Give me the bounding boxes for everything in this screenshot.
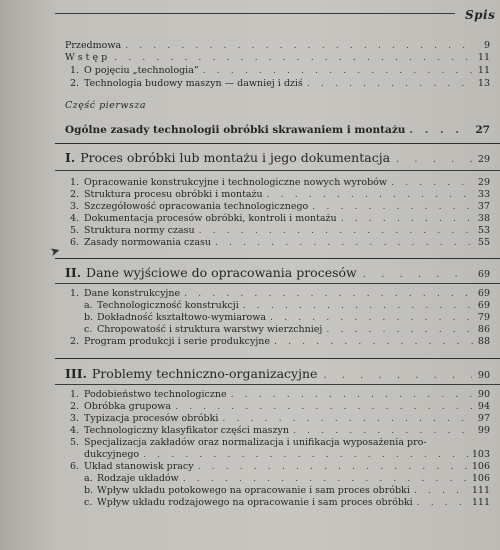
toc-entry-letter: b. [84,312,94,323]
toc-entry-text: Struktura normy czasu [84,225,195,236]
toc-entry-number: 4. [70,425,80,436]
toc-entry-page: 11 [477,65,490,76]
part-label: Część pierwsza [65,100,147,111]
toc-entry [70,389,490,400]
toc-entry-page: 13 [477,78,490,89]
leader-dots [222,413,473,424]
toc-entry-text: Dane konstrukcyjne [84,288,181,299]
part-title-entry [65,124,490,136]
toc-entry-text: Technologia budowy maszyn — dawniej i dziś [84,78,303,89]
toc-entry-page: 97 [477,413,490,424]
section-rule [55,170,500,171]
toc-entry-page: 99 [477,425,490,436]
leader-dots [267,189,474,200]
toc-subentry [84,497,490,508]
part-title: Ogólne zasady technologii obróbki skrawaniem i montażu [65,124,406,136]
toc-entry-page: 106 [471,473,490,484]
toc-entry-number: 4. [70,213,80,224]
toc-entry-page: 38 [477,213,490,224]
toc-entry-text: Podobieństwo technologiczne [84,389,227,400]
toc-entry [70,401,490,412]
leader-dots [293,425,474,436]
toc-subentry [84,324,490,335]
toc-subentry [84,312,490,323]
toc-entry-letter: b. [84,485,94,496]
toc-entry-letter: a. [84,300,93,311]
toc-entry-text: Zasady normowania czasu [84,237,211,248]
leader-dots [414,485,468,496]
section-rule [55,143,500,144]
toc-entry [70,213,490,224]
leader-dots [198,461,468,472]
toc-entry [70,201,490,212]
toc-entry-number: 6. [70,237,80,248]
toc-entry-text: Opracowanie konstrukcyjne i technologiczne nowych wyrobów [84,177,388,188]
toc-entry-text: Dokładność kształtowo-wymiarowa [97,312,267,323]
leader-dots [363,269,472,280]
chapter-page: 29 [477,154,490,165]
toc-entry-letter: c. [84,324,93,335]
chapter-numeral: I. [65,150,76,165]
toc-entry-page: 55 [477,237,490,248]
toc-entry-text: O pojęciu „technologia” [84,65,199,76]
leader-dots [341,213,474,224]
toc-entry [70,413,490,424]
toc-entry-number: 2. [70,189,80,200]
toc-entry [70,336,490,347]
toc-entry-continuation [84,449,490,460]
toc-entry-text: Wstęp [65,52,111,63]
leader-dots [270,312,474,323]
chapter-title: Problemy techniczno-organizacyjne [91,366,318,381]
toc-entry-page: 37 [477,201,490,212]
toc-entry-page: 94 [477,401,490,412]
toc-entry [70,461,490,472]
toc-entry-page: 9 [483,40,490,51]
toc-entry [70,189,490,200]
toc-entry [70,65,490,76]
toc-entry-text: Technologiczny klasyfikator części maszyn [84,425,290,436]
toc-entry [70,437,490,448]
leader-dots [199,225,474,236]
leader-dots [396,154,472,165]
chapter-title: Dane wyjściowe do opracowania procesów [86,265,357,280]
page-header-title: Spis [465,8,496,22]
toc-entry-page: 27 [475,124,490,136]
leader-dots [215,237,474,248]
toc-entry-page: 90 [477,389,490,400]
leader-dots [391,177,474,188]
chapter-heading-1 [65,150,490,165]
leader-dots [203,65,474,76]
toc-entry-page: 88 [477,336,490,347]
pen-mark-icon: ➤ [48,242,62,260]
toc-entry-number: 2. [70,401,80,412]
chapter-page: 69 [477,269,490,280]
toc-entry-text: Wpływ układu rodzajowego na opracowanie i sam proces obróbki [97,497,413,508]
chapter-numeral: II. [65,265,82,280]
leader-dots [326,324,474,335]
toc-entry-text: Struktura procesu obróbki i montażu [84,189,263,200]
leader-dots [231,389,474,400]
toc-entry-page: 69 [477,300,490,311]
toc-entry-text: dukcyjnego [84,449,140,460]
toc-entry-text: Program produkcji i serie produkcyjne [84,336,271,347]
toc-entry-number: 3. [70,201,80,212]
toc-entry-page: 111 [471,497,490,508]
toc-entry-number: 1. [70,65,80,76]
toc-entry-page: 33 [477,189,490,200]
toc-entry-przedmowa [65,40,490,51]
chapter-title: Proces obróbki lub montażu i jego dokumentacja [80,150,391,165]
toc-entry-number: 1. [70,177,80,188]
toc-entry [70,177,490,188]
toc-entry-text: Wpływ układu potokowego na opracowanie i sam proces obróbki [97,485,410,496]
toc-entry-wstep [65,52,490,63]
toc-entry-page: 111 [471,485,490,496]
toc-entry-number: 3. [70,413,80,424]
section-rule [55,384,500,385]
chapter-page: 90 [477,370,490,381]
toc-entry [70,425,490,436]
toc-entry-number: 5. [70,437,80,448]
section-rule [55,258,500,259]
toc-entry [70,237,490,248]
toc-entry-number: 2. [70,336,80,347]
toc-entry-text: Specjalizacja zakładów oraz normalizacja i unifikacja wyposażenia pro- [84,437,427,448]
leader-dots [409,124,471,136]
leader-dots [274,336,474,347]
leader-dots [323,370,471,381]
toc-entry-letter: c. [84,497,93,508]
toc-entry-text: Szczegółowość opracowania technologicznego [84,201,309,212]
leader-dots [184,288,474,299]
leader-dots [307,78,474,89]
toc-entry-text: Chropowatość i struktura warstwy wierzchniej [97,324,323,335]
chapter-heading-2 [65,265,490,280]
toc-entry-number: 2. [70,78,80,89]
toc-entry [70,78,490,89]
leader-dots [312,201,474,212]
toc-subentry [84,485,490,496]
toc-entry-page: 29 [477,177,490,188]
toc-entry-text: Przedmowa [65,40,122,51]
leader-dots [175,401,474,412]
toc-entry-page: 53 [477,225,490,236]
toc-entry-page: 69 [477,288,490,299]
leader-dots [243,300,474,311]
toc-subentry [84,473,490,484]
leader-dots [125,40,474,51]
toc-entry-text: Typizacja procesów obróbki [84,413,219,424]
toc-entry-text: Obróbka grupowa [84,401,171,412]
toc-entry-number: 5. [70,225,80,236]
toc-entry-page: 86 [477,324,490,335]
leader-dots [143,449,468,460]
toc-entry-letter: a. [84,473,93,484]
toc-entry-number: 1. [70,288,80,299]
toc-entry-page: 11 [477,52,490,63]
toc-entry-number: 6. [70,461,80,472]
toc-entry [70,225,490,236]
toc-entry-page: 106 [471,461,490,472]
toc-entry-text: Technologiczność konstrukcji [97,300,239,311]
toc-entry-number: 1. [70,389,80,400]
leader-dots [417,497,468,508]
section-rule [55,358,500,359]
toc-entry-page: 103 [471,449,490,460]
toc-entry-text: Dokumentacja procesów obróbki, kontroli i montażu [84,213,337,224]
leader-dots [183,473,468,484]
toc-entry-page: 79 [477,312,490,323]
toc-subentry [84,300,490,311]
toc-entry [70,288,490,299]
chapter-heading-3 [65,366,490,381]
toc-entry-text: Rodzaje układów [97,473,179,484]
toc-entry-text: Układ stanowisk pracy [84,461,194,472]
section-rule [55,283,500,284]
leader-dots [114,52,474,63]
chapter-numeral: III. [65,366,87,381]
